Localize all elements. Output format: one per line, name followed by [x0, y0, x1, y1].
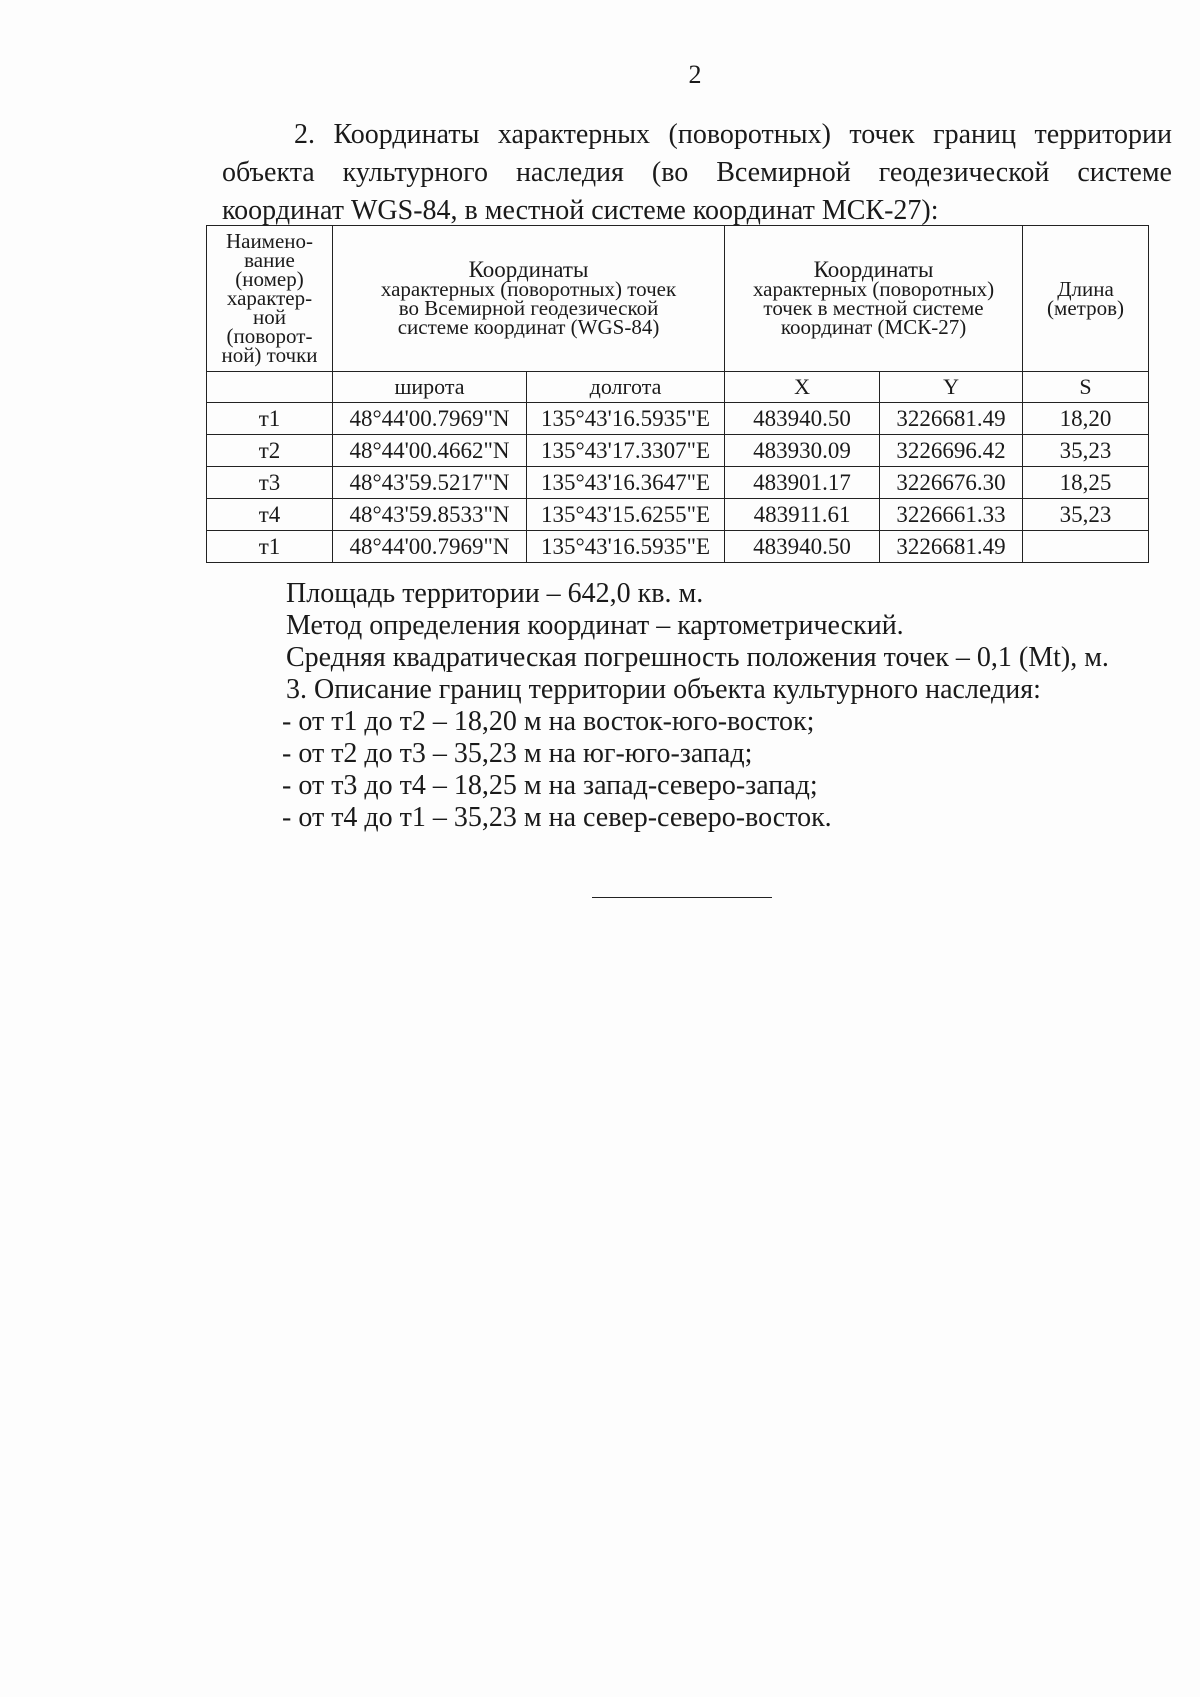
table-subheader-row [207, 372, 1149, 403]
cell-y: 3226696.42 [880, 435, 1023, 467]
subheader-longitude: долгота [527, 372, 725, 403]
subheader-s: S [1023, 372, 1149, 403]
boundary-item: - от т1 до т2 – 18,20 м на восток-юго-восток; [282, 706, 815, 737]
cell-lon: 135°43'17.3307"E [527, 435, 725, 467]
table-row [207, 403, 1149, 435]
cell-lat: 48°44'00.4662"N [333, 435, 527, 467]
header-length: Длина (метров) [1023, 226, 1149, 372]
table-row [207, 467, 1149, 499]
boundary-item: - от т2 до т3 – 35,23 м на юг-юго-запад; [282, 738, 753, 769]
cell-lon: 135°43'16.3647"E [527, 467, 725, 499]
end-divider-line [592, 897, 772, 898]
cell-x: 483940.50 [725, 403, 880, 435]
cell-y: 3226661.33 [880, 499, 1023, 531]
cell-point: т1 [207, 531, 333, 563]
cell-point: т2 [207, 435, 333, 467]
intro-paragraph [222, 116, 1172, 230]
table-row [207, 531, 1149, 563]
summary-block [282, 578, 1166, 834]
method-line: Метод определения координат – картометрический. [286, 610, 904, 641]
cell-point: т1 [207, 403, 333, 435]
intro-text: 2. Координаты характерных (поворотных) точек границ территории объекта культурного наследия (во Всемирной геодезической системе координат WGS-84, в местной системе координат МСК-27): [222, 119, 1172, 226]
subheader-x: X [725, 372, 880, 403]
cell-lon: 135°43'16.5935"E [527, 531, 725, 563]
coordinates-table [206, 225, 1149, 563]
cell-x: 483940.50 [725, 531, 880, 563]
cell-x: 483901.17 [725, 467, 880, 499]
cell-y: 3226676.30 [880, 467, 1023, 499]
cell-x: 483930.09 [725, 435, 880, 467]
table-row [207, 435, 1149, 467]
cell-lat: 48°44'00.7969"N [333, 403, 527, 435]
cell-y: 3226681.49 [880, 531, 1023, 563]
cell-s: 35,23 [1023, 499, 1149, 531]
cell-s [1023, 531, 1149, 563]
cell-point: т4 [207, 499, 333, 531]
error-line: Средняя квадратическая погрешность положения точек – 0,1 (Mt), м. [286, 642, 1109, 673]
cell-y: 3226681.49 [880, 403, 1023, 435]
cell-lon: 135°43'15.6255"E [527, 499, 725, 531]
boundary-item: - от т3 до т4 – 18,25 м на запад-северо-запад; [282, 770, 818, 801]
area-line: Площадь территории – 642,0 кв. м. [286, 578, 704, 609]
subheader-y: Y [880, 372, 1023, 403]
header-point-name: Наимено- вание (номер) характер- ной (поворот- ной) точки [207, 226, 333, 372]
header-wgs84-group: Координаты характерных (поворотных) точек во Всемирной геодезической системе координат (WGS-84) [333, 226, 725, 372]
cell-x: 483911.61 [725, 499, 880, 531]
cell-lon: 135°43'16.5935"E [527, 403, 725, 435]
cell-s: 18,25 [1023, 467, 1149, 499]
cell-s: 35,23 [1023, 435, 1149, 467]
cell-s: 18,20 [1023, 403, 1149, 435]
table-header-row [207, 226, 1149, 372]
cell-lat: 48°43'59.8533"N [333, 499, 527, 531]
section3-heading: 3. Описание границ территории объекта культурного наследия: [286, 674, 1041, 705]
cell-lat: 48°43'59.5217"N [333, 467, 527, 499]
subheader-empty [207, 372, 333, 403]
header-msk27-group: Координаты характерных (поворотных) точек в местной системе координат (МСК-27) [725, 226, 1023, 372]
page-number: 2 [688, 60, 702, 89]
cell-lat: 48°44'00.7969"N [333, 531, 527, 563]
boundary-item: - от т4 до т1 – 35,23 м на север-северо-восток. [282, 802, 832, 833]
table-row [207, 499, 1149, 531]
subheader-latitude: широта [333, 372, 527, 403]
cell-point: т3 [207, 467, 333, 499]
